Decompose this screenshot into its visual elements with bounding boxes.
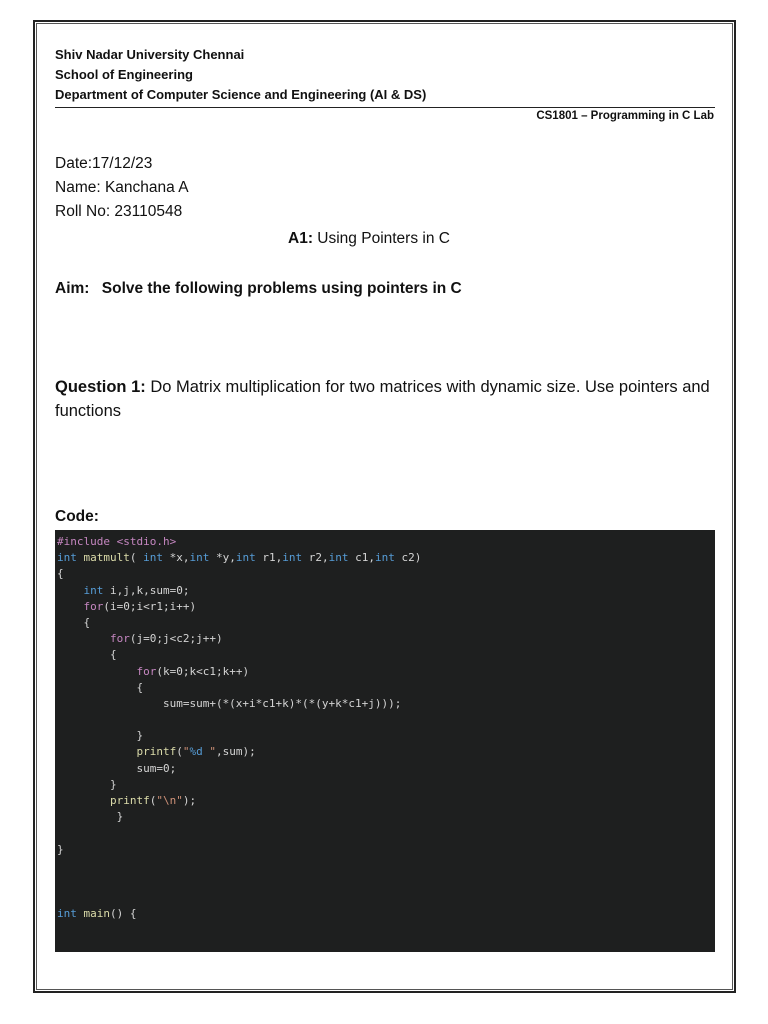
question-text: Do Matrix multiplication for two matrices with dynamic size. Use pointers and functions bbox=[55, 378, 710, 420]
code-line bbox=[57, 777, 715, 793]
code-token bbox=[57, 584, 84, 597]
assignment-title bbox=[288, 230, 450, 248]
code-token: int bbox=[328, 551, 356, 565]
code-token: r2, bbox=[308, 551, 329, 565]
code-token: printf bbox=[136, 745, 177, 759]
code-token: } bbox=[57, 777, 117, 791]
assignment-id: A1: bbox=[288, 230, 313, 247]
code-token: i,j,k,sum=0; bbox=[110, 583, 190, 597]
code-label: Code: bbox=[55, 508, 99, 525]
date-line: Date:17/12/23 bbox=[55, 155, 153, 172]
code-token: " bbox=[182, 745, 190, 759]
question-1 bbox=[55, 375, 725, 423]
code-line bbox=[57, 583, 715, 599]
code-line bbox=[57, 680, 715, 696]
code-token: *x, bbox=[169, 551, 190, 565]
code-line bbox=[57, 825, 715, 841]
code-token: int bbox=[374, 551, 402, 565]
code-token: int bbox=[57, 551, 84, 565]
aim-label: Aim: bbox=[55, 280, 90, 297]
code-line bbox=[57, 664, 715, 680]
code-line bbox=[57, 615, 715, 631]
code-token: { bbox=[57, 648, 117, 662]
name-line: Name: Kanchana A bbox=[55, 179, 189, 196]
code-token: } bbox=[57, 729, 144, 743]
code-token bbox=[57, 600, 84, 613]
code-block bbox=[55, 530, 715, 952]
code-token: ,sum); bbox=[215, 745, 256, 759]
aim-text: Solve the following problems using pointers in C bbox=[101, 280, 462, 297]
code-token: for bbox=[109, 632, 130, 646]
roll-line: Roll No: 23110548 bbox=[55, 203, 183, 220]
code-token: } bbox=[57, 842, 64, 856]
code-token: c1, bbox=[355, 551, 375, 565]
aim-line bbox=[55, 280, 462, 298]
question-label: Question 1: bbox=[55, 378, 146, 396]
code-token: int bbox=[235, 551, 263, 565]
code-token bbox=[57, 665, 136, 678]
code-token: int bbox=[83, 583, 110, 597]
code-line bbox=[57, 712, 715, 728]
code-token bbox=[57, 745, 136, 758]
department-name: Department of Computer Science and Engineering (AI & DS) bbox=[55, 87, 427, 102]
code-token: printf bbox=[109, 794, 150, 807]
code-token: } bbox=[57, 810, 124, 824]
header-divider bbox=[55, 107, 715, 108]
code-token: { bbox=[57, 615, 91, 629]
code-token: %d bbox=[189, 745, 203, 759]
code-line bbox=[57, 696, 715, 712]
code-token: () { bbox=[110, 907, 137, 921]
university-name: Shiv Nadar University Chennai bbox=[55, 47, 245, 62]
code-token: ( bbox=[176, 745, 183, 759]
code-token: sum=0; bbox=[57, 761, 177, 775]
code-token: int bbox=[282, 551, 309, 565]
code-token: matmult bbox=[83, 551, 130, 565]
code-token: " bbox=[202, 745, 216, 759]
code-token: { bbox=[57, 567, 64, 581]
code-token: (k=0;k<c1;k++) bbox=[156, 664, 250, 678]
code-token: "\n" bbox=[156, 794, 183, 807]
code-token: c2) bbox=[401, 551, 422, 565]
school-name: School of Engineering bbox=[55, 67, 193, 82]
code-token: sum=sum+(*(x+i*c1+k)*(*(y+k*c1+j))); bbox=[57, 696, 402, 710]
code-token bbox=[57, 794, 110, 807]
code-line bbox=[57, 728, 715, 744]
code-line bbox=[57, 550, 715, 566]
code-line bbox=[57, 566, 715, 582]
code-token: { bbox=[57, 680, 144, 694]
code-token: r1, bbox=[262, 551, 283, 565]
code-token: (i=0;i<r1;i++) bbox=[103, 599, 197, 613]
code-token: main bbox=[83, 907, 110, 921]
code-line bbox=[57, 534, 715, 550]
code-token: ); bbox=[182, 794, 197, 807]
code-token: int bbox=[57, 907, 84, 921]
code-line bbox=[57, 647, 715, 663]
code-token: int bbox=[143, 551, 170, 565]
course-title: CS1801 – Programming in C Lab bbox=[536, 110, 714, 122]
code-line bbox=[57, 874, 715, 890]
code-token: int bbox=[189, 551, 216, 565]
code-line bbox=[57, 890, 715, 906]
code-token: (j=0;j<c2;j++) bbox=[129, 632, 223, 646]
code-line bbox=[57, 809, 715, 825]
code-token: ( bbox=[149, 794, 157, 807]
code-line bbox=[57, 858, 715, 874]
code-line bbox=[57, 599, 715, 615]
code-token: for bbox=[136, 664, 157, 678]
code-line bbox=[57, 631, 715, 647]
code-token bbox=[57, 632, 110, 645]
code-line bbox=[57, 744, 715, 760]
code-line bbox=[57, 842, 715, 858]
code-token: *y, bbox=[215, 551, 236, 565]
code-line bbox=[57, 793, 715, 809]
code-token: for bbox=[83, 599, 104, 613]
code-line bbox=[57, 761, 715, 777]
assignment-title-text: Using Pointers in C bbox=[317, 230, 450, 247]
code-line bbox=[57, 906, 715, 922]
code-token: ( bbox=[129, 551, 144, 565]
code-token: #include <stdio.h> bbox=[57, 535, 177, 548]
